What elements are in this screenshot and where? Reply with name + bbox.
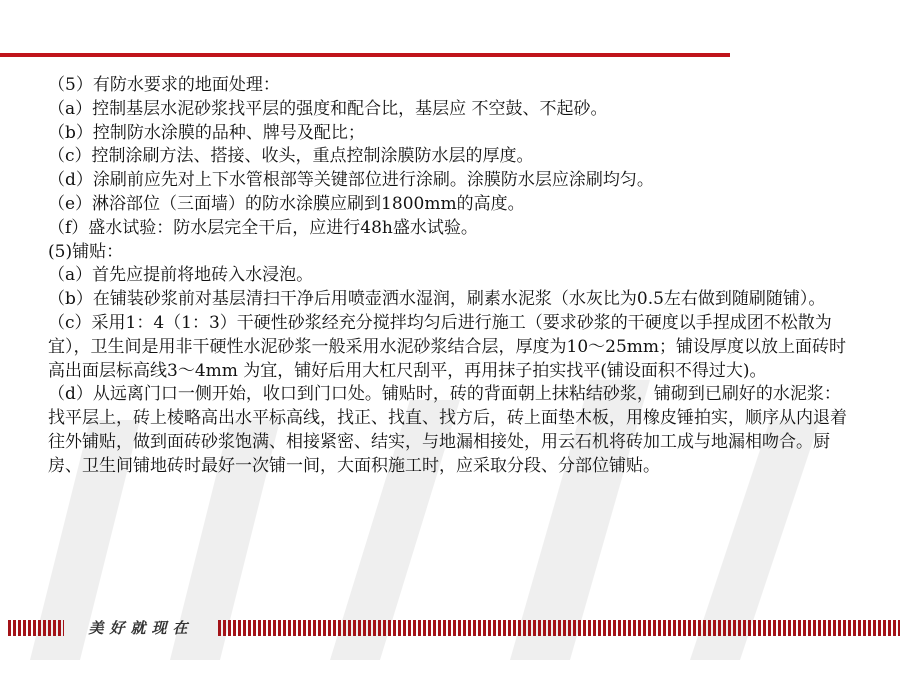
paragraph-tiling-c: （c）采用1：4（1：3）干硬性砂浆经充分搅拌均匀后进行施工（要求砂浆的干硬度以手捏成团不松散为宜），卫生间是用非干硬性水泥砂浆一般采用水泥砂浆结合层，厚度为10～25mm；铺设厚度以放上面砖时高出面层标高线3～4mm 为宜，铺好后用大杠尺刮平，再用抹子拍实找平(铺设面积不得过大)。 <box>48 312 847 381</box>
paragraph-waterproof-d: （d）涂刷前应先对上下水管根部等关键部位进行涂刷。涂膜防水层应涂刷均匀。 <box>48 170 654 191</box>
footer-slogan: 美好就现在 <box>88 619 194 637</box>
paragraph-tiling-d: （d）从远离门口一侧开始，收口到门口处。铺贴时，砖的背面朝上抹粘结砂浆，铺砌到已刷好的水泥浆：找平层上，砖上棱略高出水平标高线，找正、找直、找方后，砖上面垫木板，用橡皮锤拍实，顺序从内退着往外铺贴，做到面砖砂浆饱满、相接紧密、结实，与地漏相接处，用云石机将砖加工成与地漏相吻合。厨房、卫生间铺地砖时最好一次铺一间，大面积施工时，应采取分段、分部位铺贴。 <box>48 384 847 476</box>
paragraph-tiling-a: （a）首先应提前将地砖入水浸泡。 <box>48 265 314 286</box>
paragraph-waterproof-a: （a）控制基层水泥砂浆找平层的强度和配合比，基层应 不空鼓、不起砂。 <box>48 98 608 119</box>
paragraph-waterproof-title: （5）有防水要求的地面处理： <box>48 75 280 95</box>
paragraph-tiling-title: (5)铺贴： <box>48 241 124 262</box>
paragraph-waterproof-f: （f）盛水试验：防水层完全干后，应进行48h盛水试验。 <box>48 217 478 238</box>
header-red-line <box>0 53 730 57</box>
footer-ticks-left <box>8 620 64 636</box>
footer-ticks-right <box>218 620 900 636</box>
paragraph-tiling-b: （b）在铺装砂浆前对基层清扫干净后用喷壶洒水湿润，刷素水泥浆（水灰比为0.5左右做到随刷随铺）。 <box>48 289 826 310</box>
footer-band <box>0 617 900 639</box>
paragraph-waterproof-b: （b）控制防水涂膜的品种、牌号及配比； <box>48 122 365 143</box>
paragraph-waterproof-e: （e）淋浴部位（三面墙）的防水涂膜应刷到1800mm的高度。 <box>48 193 525 214</box>
paragraph-waterproof-c: （c）控制涂刷方法、搭接、收头，重点控制涂膜防水层的厚度。 <box>48 146 534 167</box>
body-text <box>48 74 848 479</box>
